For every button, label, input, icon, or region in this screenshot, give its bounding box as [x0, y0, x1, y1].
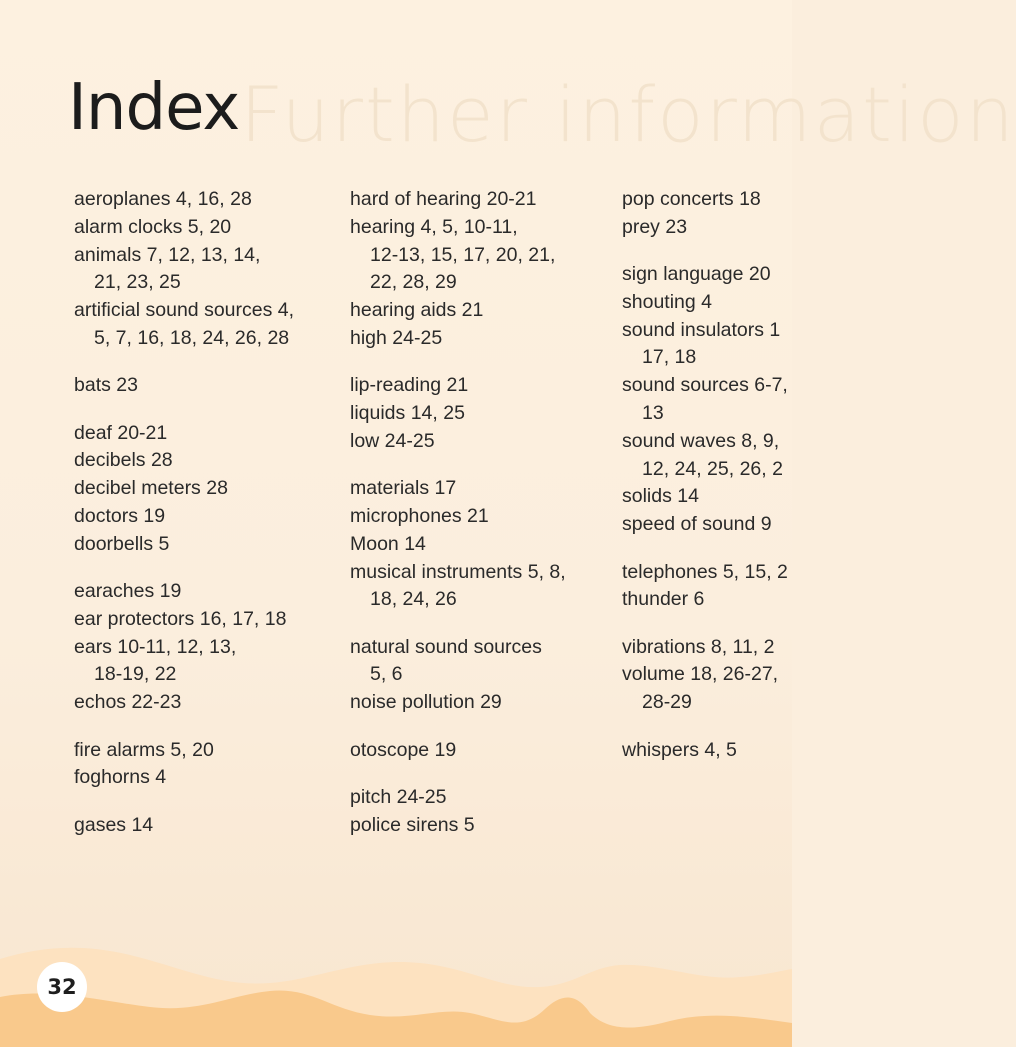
index-entry-line: prey 23 [622, 215, 688, 238]
index-entry [622, 214, 822, 242]
index-entry-line: solids 14 [622, 485, 699, 508]
index-entry-line: speed of sound 9 [622, 513, 772, 536]
index-entry [74, 503, 344, 531]
index-entry [350, 503, 615, 531]
index-entry-line: musical instruments 5, 8, [350, 560, 566, 583]
index-entry-line: alarm clocks 5, 20 [74, 215, 232, 238]
index-entry-line: artificial sound sources 4, [74, 299, 295, 322]
index-group [622, 559, 822, 615]
page-title: Index [68, 71, 240, 145]
index-entry-line: high 24-25 [350, 326, 443, 349]
index-group [74, 372, 344, 400]
index-entry-line: natural sound sources [350, 635, 542, 658]
index-entry-continuation: 18-19, 22 [94, 663, 177, 686]
index-group [74, 578, 344, 717]
index-entry-line: lip-reading 21 [350, 374, 469, 397]
index-entry-line: sound insulators 1 [622, 318, 781, 341]
index-entry-line: animals 7, 12, 13, 14, [74, 243, 261, 266]
index-entry [622, 428, 822, 484]
index-entry [350, 559, 615, 615]
page-number-badge: 32 [37, 962, 87, 1012]
index-group [350, 784, 615, 840]
index-entry [74, 242, 344, 298]
index-entry-continuation: 12-13, 15, 17, 20, 21, [370, 243, 556, 266]
index-entry-line: thunder 6 [622, 588, 705, 611]
index-group [622, 634, 822, 717]
index-entry-continuation: 18, 24, 26 [370, 588, 457, 611]
index-entry [74, 447, 344, 475]
index-entry-line: ears 10-11, 12, 13, [74, 635, 237, 658]
index-column-2 [350, 186, 615, 859]
index-entry [350, 812, 615, 840]
index-group [350, 372, 615, 455]
index-entry [350, 689, 615, 717]
index-entry-line: gases 14 [74, 813, 154, 836]
index-entry [350, 428, 615, 456]
index-entry-continuation: 13 [642, 402, 664, 425]
index-entry [622, 661, 822, 717]
index-group [350, 475, 615, 614]
index-entry [622, 586, 822, 614]
index-entry-continuation: 5, 7, 16, 18, 24, 26, 28 [94, 326, 290, 349]
index-entry [74, 634, 344, 690]
index-entry [622, 511, 822, 539]
index-entry [350, 475, 615, 503]
index-entry [622, 737, 822, 765]
index-entry-line: doorbells 5 [74, 532, 170, 555]
index-entry-line: noise pollution 29 [350, 691, 502, 714]
index-entry-line: deaf 20-21 [74, 421, 168, 444]
index-group [350, 634, 615, 717]
index-entry-line: decibels 28 [74, 449, 173, 472]
index-entry [622, 186, 822, 214]
index-entry-line: fire alarms 5, 20 [74, 738, 214, 761]
index-entry-line: materials 17 [350, 477, 457, 500]
index-group [350, 186, 615, 353]
index-entry-line: sound waves 8, 9, [622, 429, 780, 452]
index-entry-line: hearing 4, 5, 10-11, [350, 215, 518, 238]
index-entry-continuation: 21, 23, 25 [94, 271, 181, 294]
index-group [622, 186, 822, 242]
index-entry [350, 297, 615, 325]
index-column-1 [74, 186, 344, 859]
index-entry-continuation: 28-29 [642, 691, 692, 714]
index-group [74, 186, 344, 353]
index-entry [74, 689, 344, 717]
index-entry [350, 784, 615, 812]
index-entry [350, 400, 615, 428]
index-entry [74, 764, 344, 792]
index-entry-line: sign language 20 [622, 263, 771, 286]
decorative-wave-footer [0, 937, 792, 1047]
index-entry-line: Moon 14 [350, 532, 426, 555]
index-entry-continuation: 22, 28, 29 [370, 271, 457, 294]
index-entry-line: hearing aids 21 [350, 299, 484, 322]
index-entry-line: shouting 4 [622, 290, 712, 313]
index-group [74, 812, 344, 840]
index-entry [74, 531, 344, 559]
index-entry-line: foghorns 4 [74, 766, 167, 789]
index-entry-line: doctors 19 [74, 504, 166, 527]
index-entry-line: microphones 21 [350, 504, 489, 527]
index-group [350, 737, 615, 765]
index-entry-line: volume 18, 26-27, [622, 663, 779, 686]
index-entry-line: police sirens 5 [350, 813, 475, 836]
index-entry [622, 261, 822, 289]
index-entry-line: whispers 4, 5 [622, 738, 737, 761]
index-entry [622, 559, 822, 587]
faint-background-title: Further information [240, 70, 1016, 159]
index-entry-line: otoscope 19 [350, 738, 457, 761]
index-entry-line: pop concerts 18 [622, 188, 761, 210]
index-entry [350, 634, 615, 690]
index-entry [74, 214, 344, 242]
index-entry-line: telephones 5, 15, 2 [622, 560, 788, 583]
index-entry [350, 186, 615, 214]
index-entry-line: hard of hearing 20-21 [350, 188, 537, 210]
index-entry-line: low 24-25 [350, 429, 435, 452]
index-entry [74, 737, 344, 765]
index-entry-line: sound sources 6-7, [622, 374, 788, 397]
index-entry-continuation: 17, 18 [642, 346, 697, 369]
index-entry [622, 289, 822, 317]
index-entry-line: vibrations 8, 11, 2 [622, 635, 775, 658]
index-entry [74, 578, 344, 606]
index-entry [74, 420, 344, 448]
index-entry [74, 606, 344, 634]
index-entry [74, 297, 344, 353]
index-entry-line: pitch 24-25 [350, 785, 447, 808]
index-group [74, 737, 344, 793]
index-entry-line: ear protectors 16, 17, 18 [74, 607, 287, 630]
index-entry-line: bats 23 [74, 374, 138, 397]
index-group [622, 737, 822, 765]
index-entry [622, 483, 822, 511]
index-entry [74, 186, 344, 214]
index-entry-line: echos 22-23 [74, 691, 182, 714]
index-entry [74, 372, 344, 400]
index-group [622, 261, 822, 539]
index-entry [622, 372, 822, 428]
index-entry [622, 317, 822, 373]
index-entry-continuation: 12, 24, 25, 26, 2 [642, 457, 783, 480]
index-entry-continuation: 5, 6 [370, 663, 403, 686]
index-group [74, 420, 344, 559]
index-entry [350, 372, 615, 400]
index-entry [350, 737, 615, 765]
index-column-3 [622, 186, 822, 784]
index-entry [622, 634, 822, 662]
index-entry-line: decibel meters 28 [74, 477, 228, 500]
index-entry [350, 214, 615, 297]
index-entry [350, 531, 615, 559]
index-entry-line: liquids 14, 25 [350, 402, 465, 425]
index-entry [350, 325, 615, 353]
index-entry-line: earaches 19 [74, 580, 182, 603]
index-entry [74, 475, 344, 503]
index-entry [74, 812, 344, 840]
index-entry-line: aeroplanes 4, 16, 28 [74, 188, 252, 210]
